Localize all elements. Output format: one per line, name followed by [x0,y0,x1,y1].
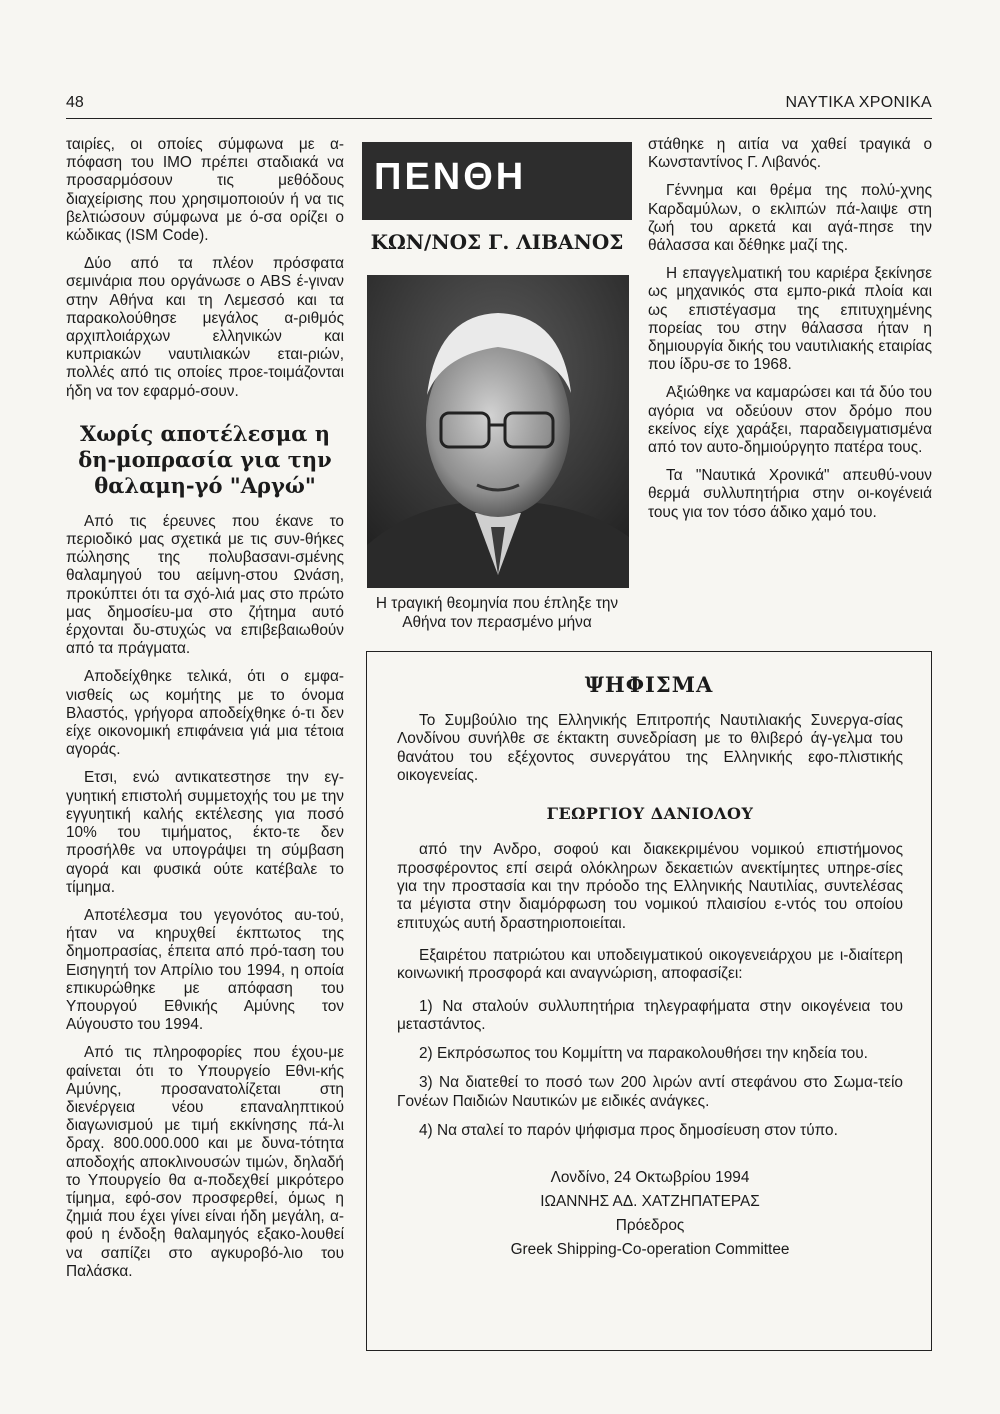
journal-title: ΝΑΥΤΙΚΑ ΧΡΟΝΙΚΑ [785,94,932,111]
place-date: Λονδίνο, 24 Οκτωβρίου 1994 [550,1169,750,1187]
resolution-box [366,651,932,1351]
paragraph: Τα "Ναυτικά Χρονικά" απευθύ-νουν θερμά συλλυπητήρια στην οι-κογένειά τους για τον τόσο άδικο χαμό του. [648,467,932,521]
right-column [648,136,932,532]
paragraph: Η επαγγελματική του καριέρα ξεκίνησε ως μηχανικός στα εμπο-ρικά πλοία και ως επιστέγασμα της επιτυχημένης πορείας του στην θάλασσα ήταν η δημιουργία δικής του ναυτιλιακής εταιρίας που ίδρυ-σε το 1968. [648,265,932,374]
portrait-icon [367,275,629,588]
page-header [66,94,932,119]
resolution-item: 3) Να διατεθεί το ποσό των 200 λιρών αντί στεφάνου στο Σωμα-τείο Γονέων Παιδιών Ναυτικών με ειδικές ανάγκες. [397,1074,903,1110]
signatory-role: Πρόεδρος [615,1217,685,1235]
resolution-body [397,712,903,1262]
resolution-item: 2) Εκπρόσωπος του Κομμίττη να παρακολουθήσει την κηδεία του. [419,1045,868,1063]
paragraph: Από τις έρευνες που έκανε το περιοδικό μας σχετικά με τις συν-θήκες πώλησης της πολυβασανι-σμένης θαλαμηγού του αείμνη-στου Ωνάση, προκύπτει ότι τα σχό-λιά μας στο πρώτο μας δημοσίευ-μα στο ζήτημα αυτό έρχονται δυ-στυχώς να επιβεβαιωθούν από τα πράγματα. [66,512,344,658]
paragraph: Αποτέλεσμα του γεγονότος αυ-τού, ήταν να κηρυχθεί έκπτωτος της δημοπρασίας, έπειτα από πρό-ταση του Εισηγητή τον Απρίλιο του 1994, η οποία επικυρώθηκε με απόφαση του Υπουργού Εθνικής Αμύνης τον Αύγουστο του 1994. [66,906,344,1034]
paragraph: ταιρίες, οι οποίες σύμφωνα με α-πόφαση του ΙΜΟ πρέπει σταδιακά να προσαρμόσουν τις μεθόδους διαχείρισης που χρησιμοποιούν ή να τις βελτιώσουν σύμφωνα με ό-σα ορίζει ο κώδικας (ISM Code). [66,136,344,245]
paragraph: Δύο από τα πλέον πρόσφατα σεμινάρια που οργάνωσε ο ABS έ-γιναν στην Αθήνα και τη Λεμεσσό και τα παρακολούθησε μεγάλος α-ριθμός αρχιπλοιάρχων ελληνικών και κυπριακών ναυτιλιακών εται-ριών, πολλές από τις οποίες προε-τοιμάζονται ήδη να τον εφαρμό-σουν. [66,255,344,400]
paragraph: Γέννημα και θρέμα της πολύ-χνης Καρδαμύλων, ο εκλιπών πά-λαιψε στη ζωή του αρκετά και αγά-πησε την θάλασσα και δέθηκε μαζί της. [648,182,932,255]
resolution-title: ΨΗΦΙΣΜΑ [584,672,714,697]
signature-block [397,1166,903,1262]
paragraph: Από τις πληροφορίες που έχου-με φαίνεται ότι το Υπουργείο Εθνι-κής Αμύνης, προσανατολίζεται στη διενέργεια νέου επαναληπτικού διαγωνισμού με τιμή εκκίνησης πά-λι δραχ. 800.000.000 και με δυνα-τότητα αποδοχής αποκλινουσών τιμών, δηλαδή το Υπουργείο θα α-ποδεχθεί μικρότερο τίμημα, εφό-σον προσφερθεί, όμως η ζημιά που έχει γίνει είναι ήδη μεγάλη, α-φού η ένδοξη θαλαμηγός εξακο-λουθεί να σαπίζει στο αγκυροβό-λιο του Παλάσκα. [66,1044,344,1280]
section-heading: Χωρίς αποτέλεσμα η δη-μοπρασία για την θαλαμη-γό "Αργώ" [78,420,332,498]
honoree-description: από την Ανδρο, σοφού και διακεκριμένου νομικού επιστήμονος προσφέροντος επί σειρά ολόκληρων δεκαετιών ανεκτίμητες υπηρε-σίες για την προστασία και την πρόοδο της Ελληνικής Ναυτιλίας, συντελέσας τα μέγιστα στην διαμόρφωση του νομικού πλαισίου ε-ντός του οποίου επιτυχώς αυτή δραστηριοποιείται. [397,841,903,932]
organization-name: Greek Shipping-Co-operation Committee [510,1241,790,1259]
paragraph: Αποδείχθηκε τελικά, ότι ο εμφα-νισθείς ως κομήτης με το όνομα Βλαστός, γρήγορα αποδείχθηκε ό-τι δεν είχε οικονομική επιφάνεια γιά μια τέτοια αγοράς. [66,668,344,759]
obituary-banner [362,142,632,220]
paragraph: στάθηκε η αιτία να χαθεί τραγικά ο Κωνσταντίνος Γ. Λιβανός. [648,136,932,172]
paragraph: Αξιώθηκε να καμαρώσει και τά δύο του αγόρια να οδεύουν στον δρόμο που εκείνος είχε χαράξει, παραδειγματισμένα από τον αυτο-δημιούργητο πατέρα τους. [648,384,932,457]
resolution-intro: Το Συμβούλιο της Ελληνικής Επιτροπής Ναυτιλιακής Συνεργα-σίας Λονδίνου συνήλθε σε έκτακτη συνεδρίαση με το θλιβερό άγ-γελμα του θανάτου του εξέχοντος συνεργάτου της Ελληνικής εφο-πλιστικής οικογενείας. [397,712,903,784]
paragraph: Ετσι, ενώ αντικατεστησε την εγ-γυητική επιστολή συμμετοχής του με την εγγυητική καλής εκτέλεσης για ποσό 10% του τιμήματος, έκτο-τε δεν προσήλθε να υπογράψει τη σύμβαση αγορά και φυσικά ούτε κατέβαλε το τίμημα. [66,769,344,896]
deceased-name: ΚΩΝ/ΝΟΣ Γ. ΛΙΒΑΝΟΣ [370,230,624,254]
photo-caption: Η τραγική θεομηνία που έπληξε την Αθήνα τον περασμένο μήνα [375,595,619,631]
left-column [66,136,344,1291]
resolution-item: 1) Να σταλούν συλλυπητήρια τηλεγραφήματα στην οικογένεια του μεταστάντος. [397,997,903,1033]
banner-title: ΠΕΝΘΗ [374,156,527,198]
decision-intro: Εξαιρέτου πατριώτου και υποδειγματικού οικογενειάρχου με ι-διαίτερη κοινωνική προσφορά και αναγνώριση, αποφασίζει: [397,946,903,983]
page-number: 48 [66,94,84,111]
resolution-item: 4) Να σταλεί το παρόν ψήφισμα προς δημοσίευση στον τύπο. [419,1122,838,1140]
honoree-name: ΓΕΩΡΓΙΟΥ ΔΑΝΙΟΛΟΥ [546,804,754,824]
portrait-photo [367,275,629,588]
signatory-name: ΙΩΑΝΝΗΣ ΑΔ. ΧΑΤΖΗΠΑΤΕΡΑΣ [540,1193,760,1211]
